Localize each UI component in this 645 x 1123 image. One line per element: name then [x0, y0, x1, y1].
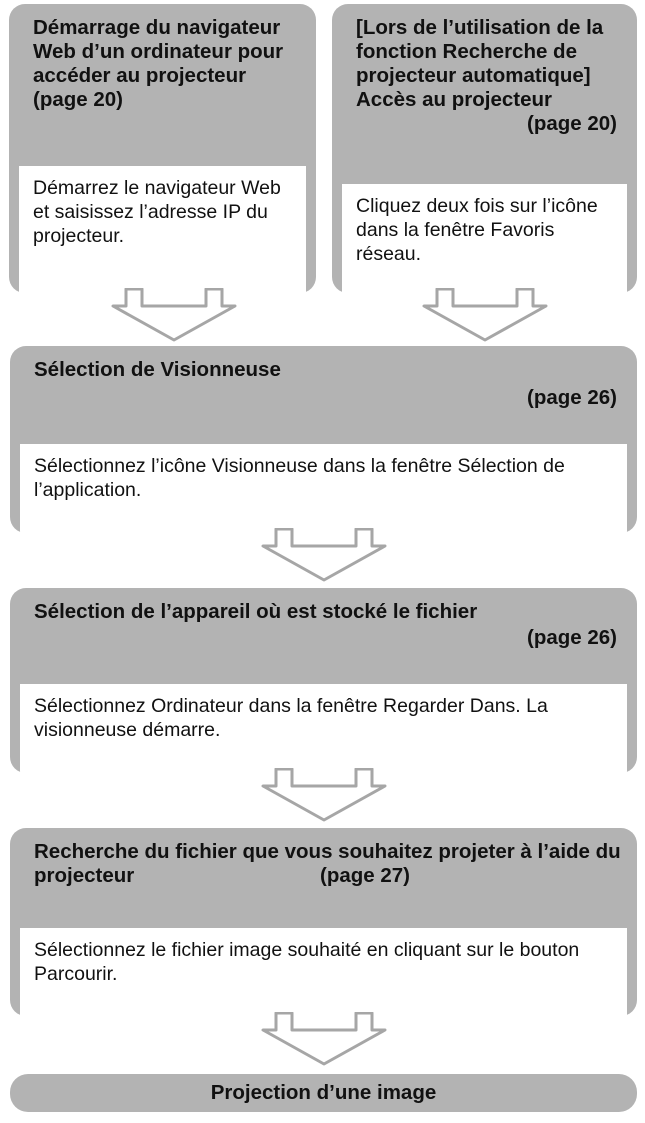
step-device [10, 588, 637, 773]
step-start-browser-title-text: Démarrage du navigateur Web d’un ordinateur pour accéder au projecteur (page 20) [33, 16, 284, 111]
step-device-title [20, 588, 627, 684]
step-viewer-page: (page 26) [527, 386, 617, 409]
step-file-search [10, 828, 637, 1016]
down-arrow-icon [420, 288, 550, 342]
step-projection: Projection d’une image [10, 1074, 637, 1112]
step-auto-search [332, 4, 637, 293]
step-viewer [10, 346, 637, 533]
step-viewer-description: Sélectionnez l’icône Visionneuse dans la fenêtre Sélection de l’application. [20, 444, 627, 543]
step-start-browser [9, 4, 316, 293]
step-file-search-title [20, 828, 627, 928]
step-start-browser-description: Démarrez le navigateur Web et saisissez l’adresse IP du projecteur. [19, 166, 306, 305]
step-auto-search-title [342, 4, 627, 184]
step-device-page: (page 26) [527, 626, 617, 649]
step-viewer-title-text: Sélection de Visionneuse [34, 358, 281, 381]
step-auto-search-description: Cliquez deux fois sur l’icône dans la fenêtre Favoris réseau. [342, 184, 627, 305]
step-file-search-title-text: Recherche du fichier que vous souhaitez projeter à l’aide du projecteur [34, 840, 621, 887]
step-device-title-text: Sélection de l’appareil où est stocké le fichier [34, 600, 478, 623]
step-file-search-page: (page 27) [320, 864, 410, 887]
step-file-search-description: Sélectionnez le fichier image souhaité en cliquant sur le bouton Parcourir. [20, 928, 627, 1028]
down-arrow-icon [259, 528, 389, 582]
step-auto-search-page: (page 20) [527, 112, 617, 135]
down-arrow-icon [259, 768, 389, 822]
down-arrow-icon [259, 1012, 389, 1066]
step-start-browser-title [19, 4, 306, 166]
step-auto-search-title-text: [Lors de l’utilisation de la fonction Recherche de projecteur automatique] Accès au projecteur [356, 16, 604, 111]
down-arrow-icon [109, 288, 239, 342]
step-viewer-title [20, 346, 627, 444]
step-device-description: Sélectionnez Ordinateur dans la fenêtre Regarder Dans. La visionneuse démarre. [20, 684, 627, 783]
